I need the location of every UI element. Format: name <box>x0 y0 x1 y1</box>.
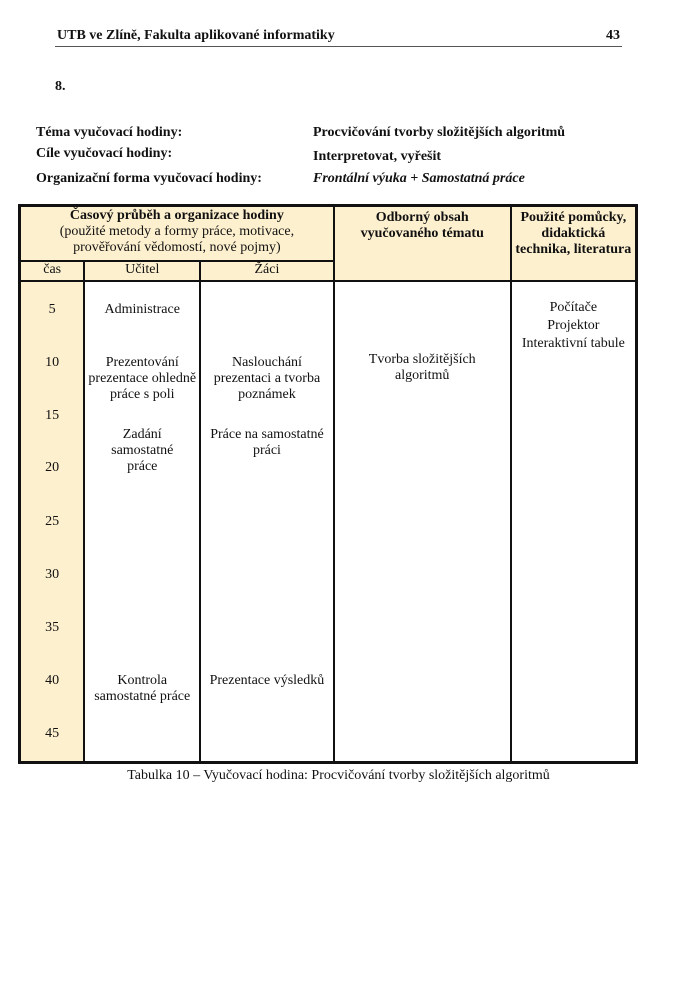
teacher-entry: Kontrola samostatné práce <box>94 672 191 704</box>
time-mark: 5 <box>48 301 56 317</box>
header-aids-label: Použité pomůcky, didaktická technika, literatura <box>515 210 632 257</box>
aid-item: Počítače <box>549 299 598 315</box>
content-entry: Tvorba složitějších algoritmů <box>368 351 476 383</box>
time-mark: 25 <box>45 513 60 529</box>
time-mark: 20 <box>45 459 60 475</box>
subheader-time: čas <box>20 261 85 281</box>
teacher-column <box>84 281 200 763</box>
time-mark: 10 <box>45 354 60 370</box>
students-column <box>200 281 334 763</box>
header-aids <box>511 206 637 281</box>
page-number: 43 <box>606 28 620 43</box>
topic-label: Téma vyučovací hodiny: <box>36 125 183 140</box>
time-mark: 15 <box>45 407 60 423</box>
student-entry: Prezentace výsledků <box>209 672 325 688</box>
running-header <box>55 28 622 47</box>
student-entry: Práce na samostatné práci <box>210 426 324 458</box>
subheader-students: Žáci <box>200 261 334 281</box>
time-mark: 35 <box>45 619 60 635</box>
teacher-entry: Administrace <box>104 301 180 317</box>
header-content <box>334 206 511 281</box>
topic-value: Procvičování tvorby složitějších algoritmů <box>313 125 566 140</box>
table-caption: Tabulka 10 – Vyučovací hodina: Procvičování tvorby složitějších algoritmů <box>127 768 550 783</box>
form-value: Frontální výuka + Samostatná práce <box>313 171 525 186</box>
header-time-organization-title: Časový průběh a organizace hodiny <box>69 208 284 223</box>
header-time-organization <box>20 206 334 261</box>
subheader-teacher: Učitel <box>84 261 200 281</box>
aid-item: Interaktivní tabule <box>521 335 625 351</box>
aids-column <box>511 281 637 763</box>
time-column <box>20 281 85 763</box>
section-number: 8. <box>55 79 66 94</box>
teacher-entry: Prezentování prezentace ohledně práce s poli <box>88 354 197 402</box>
header-content-label: Odborný obsah vyučovaného tématu <box>360 210 484 241</box>
student-entry: Naslouchání prezentaci a tvorba poznámek <box>213 354 321 402</box>
goals-value: Interpretovat, vyřešit <box>313 149 442 164</box>
lesson-table <box>18 204 638 764</box>
time-mark: 30 <box>45 566 60 582</box>
time-mark: 40 <box>45 672 60 688</box>
form-label: Organizační forma vyučovací hodiny: <box>36 171 262 186</box>
teacher-entry: Zadání samostatné práce <box>111 426 174 474</box>
time-mark: 45 <box>45 725 60 741</box>
aid-item: Projektor <box>547 317 600 333</box>
running-header-title: UTB ve Zlíně, Fakulta aplikované informatiky <box>57 28 335 43</box>
header-time-organization-subtitle: (použité metody a formy práce, motivace, prověřování vědomostí, nové pojmy) <box>59 224 295 255</box>
content-column <box>334 281 511 763</box>
goals-label: Cíle vyučovací hodiny: <box>36 146 173 161</box>
